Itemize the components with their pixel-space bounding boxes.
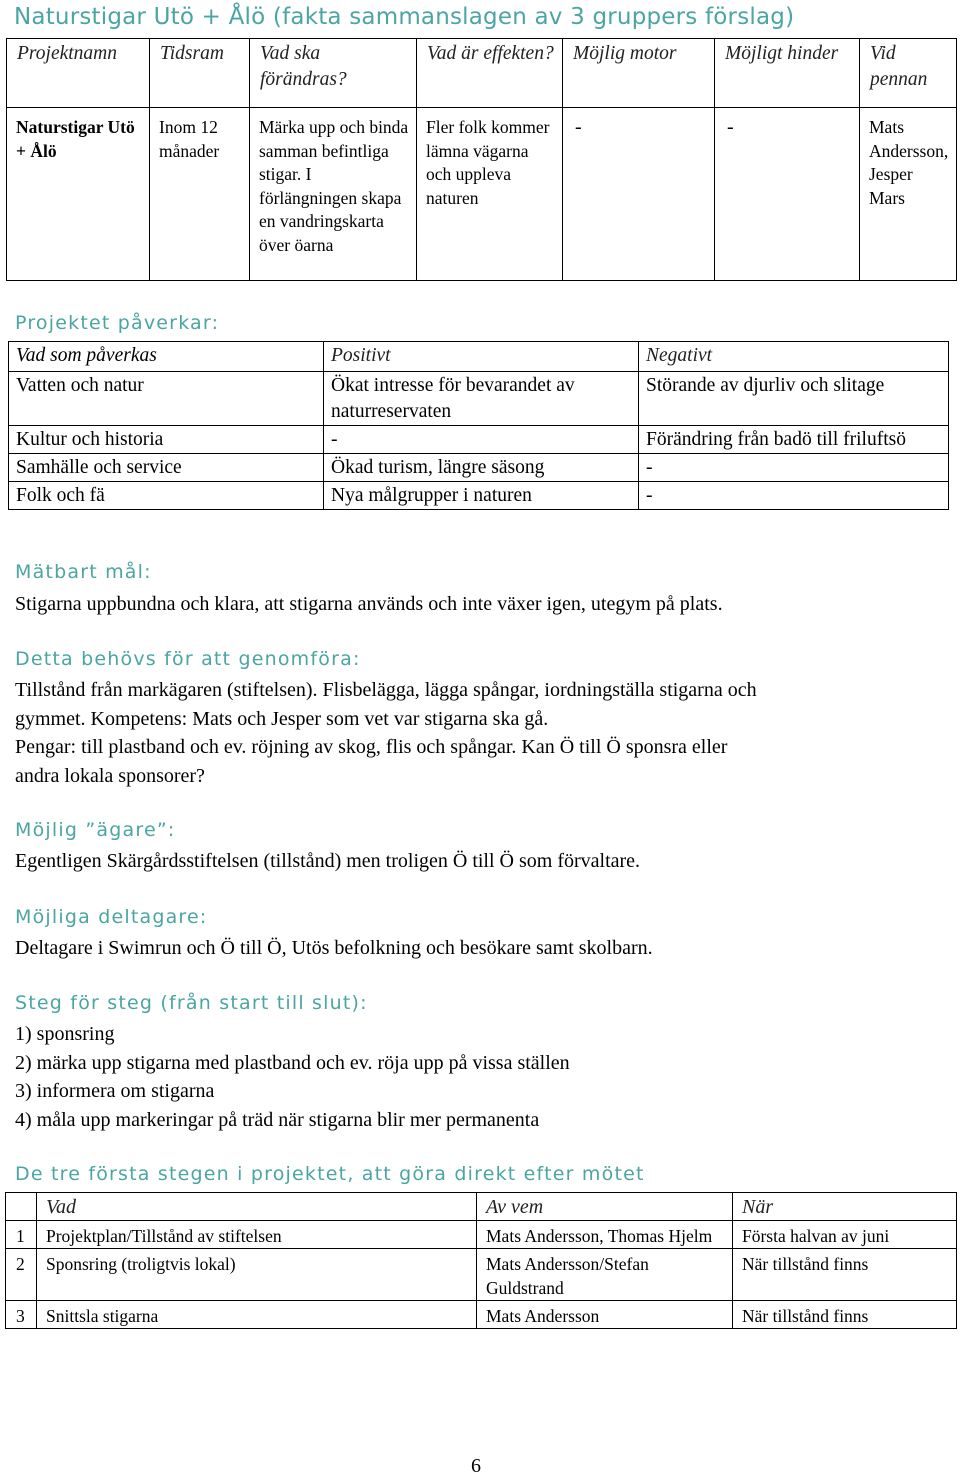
steps-heading: Steg för steg (från start till slut): bbox=[15, 992, 368, 1014]
step-item: 3) informera om stigarna bbox=[15, 1080, 215, 1102]
step-number: 2 bbox=[6, 1249, 37, 1301]
header-mojlig-motor: Möjlig motor bbox=[563, 39, 715, 108]
impact-negative: - bbox=[639, 454, 949, 482]
participants-text: Deltagare i Swimrun och Ö till Ö, Utös befolkning och besökare samt skolbarn. bbox=[15, 937, 653, 959]
page-number: 6 bbox=[471, 1455, 481, 1477]
project-table-row bbox=[7, 108, 957, 281]
first-steps-row bbox=[6, 1221, 957, 1249]
needs-text bbox=[15, 676, 950, 790]
impact-row bbox=[9, 482, 949, 510]
step-who: Mats Andersson, Thomas Hjelm bbox=[477, 1221, 733, 1249]
cell-tidsram: Inom 12 månader bbox=[150, 108, 250, 281]
cell-vad-ska-forandras: Märka upp och binda samman befintliga stigar. I förlängningen skapa en vandringskarta över öarna bbox=[250, 108, 417, 281]
step-item: 1) sponsring bbox=[15, 1023, 115, 1045]
cell-projektnamn: Naturstigar Utö + Ålö bbox=[7, 108, 150, 281]
owner-text: Egentligen Skärgårdsstiftelsen (tillstånd) men troligen Ö till Ö som förvaltare. bbox=[15, 850, 641, 872]
step-item: 2) märka upp stigarna med plastband och ev. röja upp på vissa ställen bbox=[15, 1051, 570, 1074]
step-number: 3 bbox=[6, 1301, 37, 1329]
first-steps-heading: De tre första stegen i projektet, att göra direkt efter mötet bbox=[15, 1163, 645, 1185]
impact-row bbox=[9, 372, 949, 426]
impact-affected: Vatten och natur bbox=[9, 372, 324, 426]
goal-text: Stigarna uppbundna och klara, att stigarna används och inte växer igen, utegym på plats. bbox=[15, 593, 723, 615]
step-what: Snittsla stigarna bbox=[37, 1301, 477, 1329]
impact-negative: - bbox=[639, 482, 949, 510]
step-number: 1 bbox=[6, 1221, 37, 1249]
impact-header-row bbox=[9, 342, 949, 372]
impact-header-negative: Negativt bbox=[639, 342, 949, 372]
header-vid-pennan: Vid pennan bbox=[860, 39, 957, 108]
header-vad-ar-effekten: Vad är effekten? bbox=[417, 39, 563, 108]
first-steps-header-number bbox=[6, 1193, 37, 1221]
impact-affected: Folk och fä bbox=[9, 482, 324, 510]
impact-positive: Nya målgrupper i naturen bbox=[324, 482, 639, 510]
impact-negative: Störande av djurliv och slitage bbox=[639, 372, 949, 426]
needs-heading: Detta behövs för att genomföra: bbox=[15, 648, 361, 670]
step-item: 4) måla upp markeringar på träd när stigarna blir mer permanenta bbox=[15, 1108, 540, 1131]
first-steps-header-who: Av vem bbox=[477, 1193, 733, 1221]
impact-positive: Ökat intresse för bevarandet av naturreservaten bbox=[324, 372, 639, 426]
impact-header-positive: Positivt bbox=[324, 342, 639, 372]
step-who: Mats Andersson bbox=[477, 1301, 733, 1329]
impact-row bbox=[9, 426, 949, 454]
impact-positive: Ökad turism, längre säsong bbox=[324, 454, 639, 482]
header-projektnamn: Projektnamn bbox=[7, 39, 150, 108]
project-summary-table bbox=[6, 38, 957, 281]
header-tidsram: Tidsram bbox=[150, 39, 250, 108]
steps-list bbox=[15, 1020, 950, 1134]
step-what: Projektplan/Tillstånd av stiftelsen bbox=[37, 1221, 477, 1249]
first-steps-row bbox=[6, 1249, 957, 1301]
cell-mojligt-hinder: - bbox=[715, 108, 860, 281]
impact-heading: Projektet påverkar: bbox=[15, 312, 220, 334]
impact-positive: - bbox=[324, 426, 639, 454]
impact-table bbox=[8, 341, 949, 510]
impact-affected: Kultur och historia bbox=[9, 426, 324, 454]
first-steps-table bbox=[5, 1192, 957, 1329]
header-mojligt-hinder: Möjligt hinder bbox=[715, 39, 860, 108]
impact-row bbox=[9, 454, 949, 482]
project-table-header-row bbox=[7, 39, 957, 108]
step-what: Sponsring (troligtvis lokal) bbox=[37, 1249, 477, 1301]
header-vad-ska-forandras: Vad ska förändras? bbox=[250, 39, 417, 108]
document-title: Naturstigar Utö + Ålö (fakta sammanslagen av 3 gruppers förslag) bbox=[14, 4, 795, 30]
step-when: Första halvan av juni bbox=[733, 1221, 957, 1249]
first-steps-header-row bbox=[6, 1193, 957, 1221]
cell-vad-ar-effekten: Fler folk kommer lämna vägarna och uppleva naturen bbox=[417, 108, 563, 281]
first-steps-row bbox=[6, 1301, 957, 1329]
owner-heading: Möjlig ”ägare”: bbox=[15, 819, 176, 841]
needs-line: Tillstånd från markägaren (stiftelsen). Flisbelägga, lägga spångar, iordningställa stigarna och bbox=[15, 679, 757, 701]
first-steps-header-what: Vad bbox=[37, 1193, 477, 1221]
cell-vid-pennan: Mats Andersson, Jesper Mars bbox=[860, 108, 957, 281]
needs-line: andra lokala sponsorer? bbox=[15, 764, 205, 787]
needs-line: Pengar: till plastband och ev. röjning av skog, flis och spångar. Kan Ö till Ö sponsra eller bbox=[15, 736, 728, 758]
step-when: När tillstånd finns bbox=[733, 1249, 957, 1301]
step-when: När tillstånd finns bbox=[733, 1301, 957, 1329]
step-who: Mats Andersson/Stefan Guldstrand bbox=[477, 1249, 733, 1301]
cell-mojlig-motor: - bbox=[563, 108, 715, 281]
impact-header-affected: Vad som påverkas bbox=[9, 342, 324, 372]
participants-heading: Möjliga deltagare: bbox=[15, 906, 208, 928]
first-steps-header-when: När bbox=[733, 1193, 957, 1221]
needs-line: gymmet. Kompetens: Mats och Jesper som vet var stigarna ska gå. bbox=[15, 707, 549, 730]
impact-affected: Samhälle och service bbox=[9, 454, 324, 482]
goal-heading: Mätbart mål: bbox=[15, 561, 152, 583]
impact-negative: Förändring från badö till friluftsö bbox=[639, 426, 949, 454]
